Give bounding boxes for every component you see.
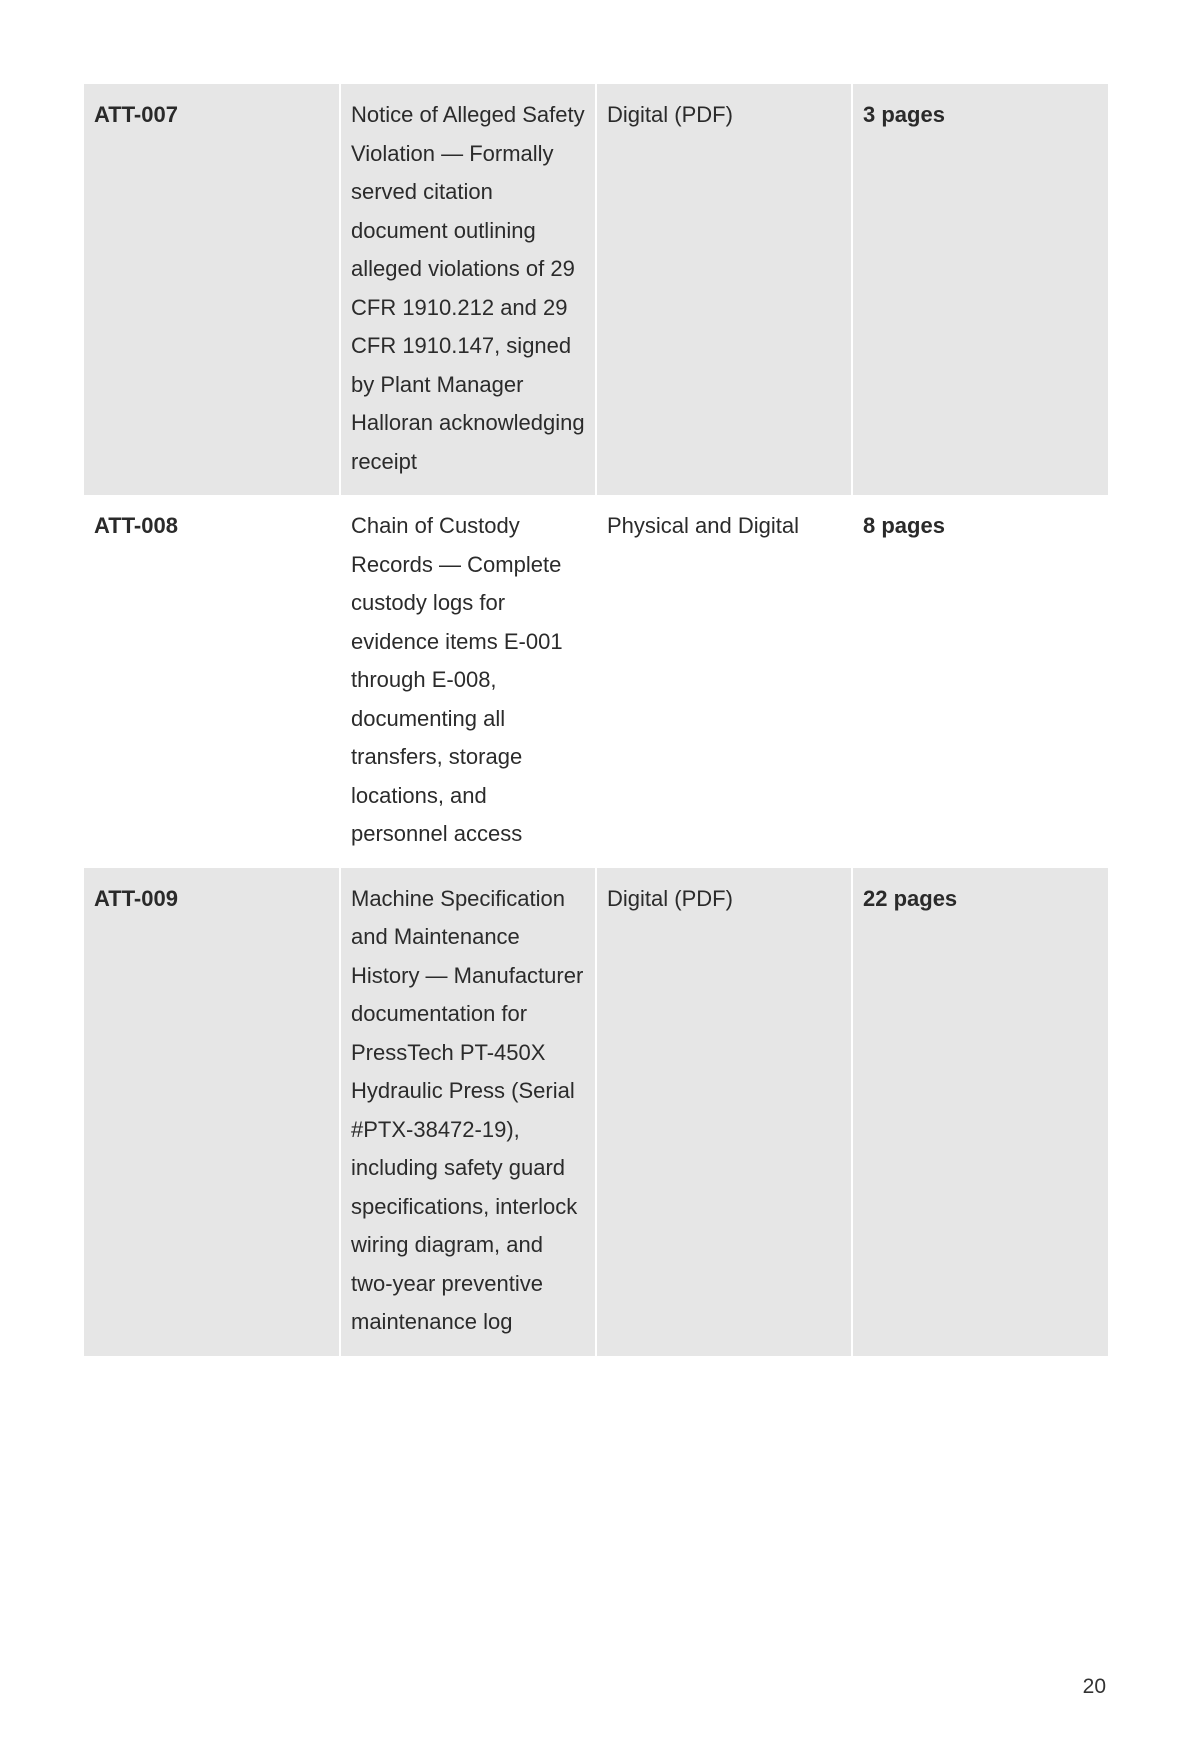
attachment-id: ATT-007 [84,84,340,495]
attachment-description: Notice of Alleged Safety Violation — Formally served citation document outlining alleged violations of 29 CFR 1910.212 and 29 CFR 1910.147, signed by Plant Manager Halloran acknowledging receipt [340,84,596,495]
attachment-id: ATT-008 [84,495,340,868]
attachment-id: ATT-009 [84,868,340,1356]
attachment-description: Machine Specification and Maintenance History — Manufacturer documentation for PressTech PT-450X Hydraulic Press (Serial #PTX-38472-19), including safety guard specifications, interlock wiring diagram, and two-year preventive maintenance log [340,868,596,1356]
attachment-description: Chain of Custody Records — Complete custody logs for evidence items E-001 through E-008, documenting all transfers, storage locations, and personnel access [340,495,596,868]
attachment-format: Physical and Digital [596,495,852,868]
table-row [84,495,1108,868]
table-row [84,868,1108,1356]
attachment-page-count: 22 pages [852,868,1108,1356]
table-row [84,84,1108,495]
attachment-page-count: 8 pages [852,495,1108,868]
attachment-format: Digital (PDF) [596,84,852,495]
attachment-page-count: 3 pages [852,84,1108,495]
attachment-format: Digital (PDF) [596,868,852,1356]
page-number: 20 [1082,1675,1106,1698]
attachments-table [84,84,1108,1356]
